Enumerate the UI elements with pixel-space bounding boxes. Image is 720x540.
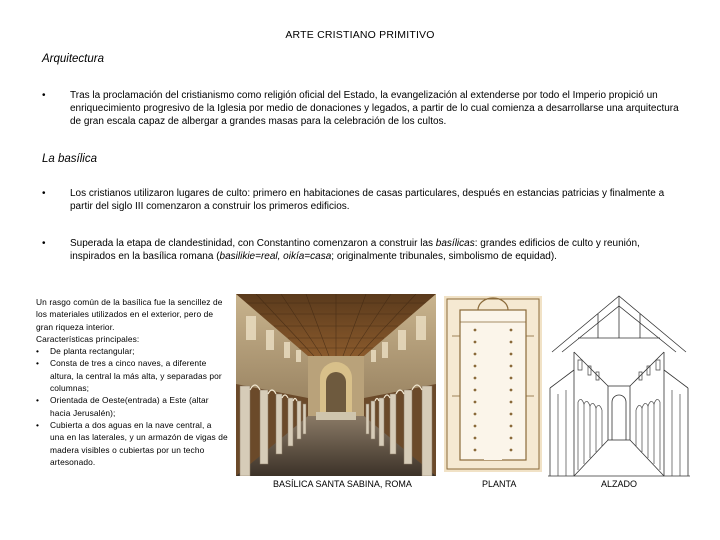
floor-plan-illustration xyxy=(444,296,542,472)
caption-plan: PLANTA xyxy=(482,479,517,489)
list-item: • De planta rectangular; xyxy=(36,346,135,357)
bullet-text-part: ; originalmente tribunales, simbolismo de equidad). xyxy=(331,251,557,262)
bullet-item xyxy=(42,187,682,213)
basilica-interior-photo xyxy=(236,294,436,476)
characteristics-heading: Características principales: xyxy=(36,333,140,344)
bullet-marker: • xyxy=(36,358,40,369)
elevation-illustration xyxy=(548,290,690,480)
list-item: • Orientada de Oeste(entrada) a Este (altar hacia Jerusalén); xyxy=(36,395,209,418)
bullet-marker: • xyxy=(36,346,40,357)
bullet-text-part: : grandes edificios de culto y reunión, inspirados en la basílica romana ( xyxy=(70,238,640,262)
section-heading-basilica: La basílica xyxy=(42,153,97,165)
list-item: • Cubierta a dos aguas en la nave central, a una en las laterales, y un armazón de vigas de madera visibles o cubiertas por un techo artesonado. xyxy=(36,419,228,467)
etymology: basilikie=real, oikía=casa xyxy=(219,251,332,262)
bullet-marker: • xyxy=(42,90,46,101)
section-heading-architecture: Arquitectura xyxy=(42,53,105,65)
page-title: ARTE CRISTIANO PRIMITIVO xyxy=(285,29,435,41)
bullet-text-part: Superada la etapa de clandestinidad, con Constantino comenzaron a construir las xyxy=(70,238,436,249)
bullet-marker: • xyxy=(36,419,40,430)
bullet-item xyxy=(42,89,682,128)
basilica-interior-illustration xyxy=(236,294,436,476)
bullet-marker: • xyxy=(42,238,46,249)
bullet-text: Tras la proclamación del cristianismo como religión oficial del Estado, la evangelización al extenderse por todo el Imperio propició un enriquecimiento progresivo de la Iglesia por medio de donaciones y legados, a partir de lo cual comienza a desarrollarse una arquitectura de gran escala capaz de albergar a grandes masas para la celebración de los cultos. xyxy=(70,90,679,127)
bullet-marker: • xyxy=(36,395,40,406)
caption-elevation: ALZADO xyxy=(601,479,638,489)
characteristics-intro: Un rasgo común de la basílica fue la sencillez de los materiales utilizados en el exterior, pero de gran riqueza interior. xyxy=(36,297,223,332)
characteristics-text xyxy=(36,296,228,468)
bullet-text: Los cristianos utilizaron lugares de culto: primero en habitaciones de casas particulares, después en estancias patricias y finalmente a partir del siglo III comenzaron a construir los primeros edificios. xyxy=(70,188,665,212)
bullet-item xyxy=(42,237,682,263)
list-item: • Consta de tres a cinco naves, a diferente altura, la central la más alta, y separadas por columnas; xyxy=(36,358,222,394)
caption-photo: BASÍLICA SANTA SABINA, ROMA xyxy=(273,479,412,489)
emphasis-basilicas: basílicas xyxy=(435,238,475,249)
bullet-text xyxy=(70,237,682,263)
bullet-marker: • xyxy=(42,188,46,199)
characteristics-list xyxy=(36,345,228,468)
basilica-plan-drawing xyxy=(444,296,542,472)
basilica-elevation-drawing xyxy=(548,290,690,480)
